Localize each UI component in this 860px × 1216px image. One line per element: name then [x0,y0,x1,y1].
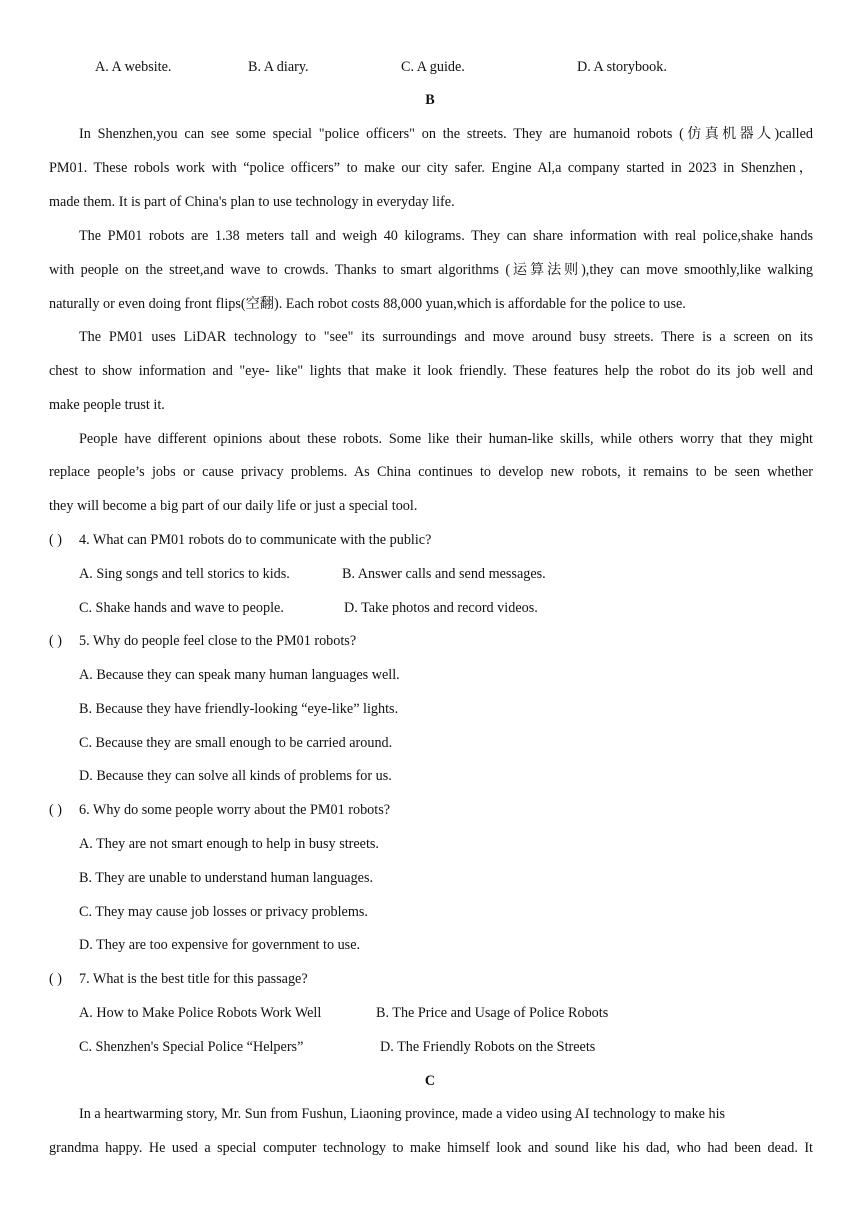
option-b: B. A diary. [248,59,309,75]
option-c: C. A guide. [401,59,465,75]
question-option: D. Take photos and record videos. [344,600,538,616]
option-a: A. A website. [95,59,172,75]
question-option: A. Sing songs and tell storics to kids. [79,566,290,582]
question-stem: 6. Why do some people worry about the PM01 robots? [79,802,391,818]
question-stem: 5. Why do people feel close to the PM01 robots? [79,633,357,649]
paragraph-line: grandma happy. He used a special computer technology to make himself look and sound like his dad, who had been dead. It [49,1140,813,1156]
paragraph-line: chest to show information and "eye- like" lights that make it look friendly. These features help the robot do its job well and [49,363,813,379]
question-option: C. Shake hands and wave to people. [79,600,284,616]
paragraph-line: made them. It is part of China's plan to use technology in everyday life. [49,194,455,210]
option-d: D. A storybook. [577,59,667,75]
paragraph-line: make people trust it. [49,397,165,413]
answer-blank[interactable]: ( ) [49,802,62,818]
question-option: D. Because they can solve all kinds of problems for us. [79,768,392,784]
answer-blank[interactable]: ( ) [49,633,62,649]
paragraph-line: with people on the street,and wave to crowds. Thanks to smart algorithms (运算法则),they can move smoothly,like walking [49,262,813,278]
section-c-heading: C [424,1073,436,1089]
question-option: D. They are too expensive for government to use. [79,937,361,953]
question-option: A. How to Make Police Robots Work Well [79,1005,322,1021]
paragraph-line: In Shenzhen,you can see some special "police officers" on the streets. They are humanoid robots (仿真机器人)called [79,126,813,142]
question-option: A. Because they can speak many human languages well. [79,667,400,683]
question-option: C. Because they are small enough to be carried around. [79,735,393,751]
question-option: B. They are unable to understand human languages. [79,870,374,886]
question-stem: 4. What can PM01 robots do to communicate with the public? [79,532,432,548]
paragraph-line: they will become a big part of our daily life or just a special tool. [49,498,418,514]
paragraph-line: People have different opinions about these robots. Some like their human-like skills, while others worry that they might [79,431,813,447]
question-option: B. Answer calls and send messages. [342,566,546,582]
question-stem: 7. What is the best title for this passage? [79,971,308,987]
answer-blank[interactable]: ( ) [49,532,62,548]
paragraph-line: naturally or even doing front flips(空翻). Each robot costs 88,000 yuan,which is affordable for the police to use. [49,296,686,312]
paragraph-line: The PM01 robots are 1.38 meters tall and weigh 40 kilograms. They can share information with real police,shake hands [79,228,813,244]
paragraph-line: PM01. These robols work with “police officers” to make our city safer. Engine Al,a company started in 2023 in Shenzhen， [49,160,813,176]
question-option: B. Because they have friendly-looking “eye-like” lights. [79,701,399,717]
paragraph-line: replace people’s jobs or cause privacy problems. As China continues to develop new robots, it remains to be seen whether [49,464,813,480]
section-b-heading: B [425,92,435,108]
answer-blank[interactable]: ( ) [49,971,62,987]
question-option: C. They may cause job losses or privacy problems. [79,904,368,920]
paragraph-line: The PM01 uses LiDAR technology to "see" its surroundings and move around busy streets. There is a screen on its [79,329,813,345]
question-option: C. Shenzhen's Special Police “Helpers” [79,1039,304,1055]
question-option: B. The Price and Usage of Police Robots [376,1005,609,1021]
paragraph-line: In a heartwarming story, Mr. Sun from Fushun, Liaoning province, made a video using AI technology to make his [79,1106,726,1122]
question-option: A. They are not smart enough to help in busy streets. [79,836,379,852]
question-option: D. The Friendly Robots on the Streets [380,1039,596,1055]
